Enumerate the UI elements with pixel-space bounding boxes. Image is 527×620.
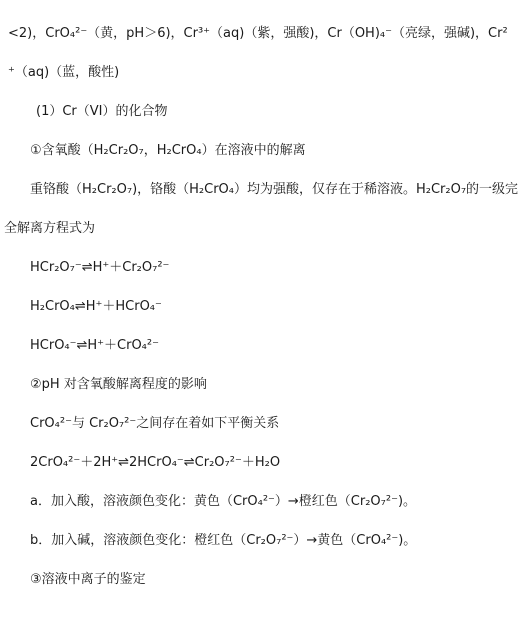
subsection-heading-2: ②pH 对含氧酸解离程度的影响	[30, 377, 207, 392]
list-item-a: a．加入酸，溶液颜色变化：黄色（CrO₄²⁻）→橙红色（Cr₂O₇²⁻)。	[30, 494, 417, 509]
subsection-heading-3: ③溶液中离子的鉴定	[30, 572, 146, 587]
paragraph-line-2: 全解离方程式为	[4, 221, 96, 236]
subsection-heading-1: ①含氧酸（H₂Cr₂O₇，H₂CrO₄）在溶液中的解离	[30, 143, 306, 158]
paragraph-line-1: 重铬酸（H₂Cr₂O₇)，铬酸（H₂CrO₄）均为强酸，仅存在于稀溶液。H₂Cr₂O₇的一级完	[30, 182, 519, 197]
list-item-b: b．加入碱，溶液颜色变化：橙红色（Cr₂O₇²⁻）→黄色（CrO₄²⁻)。	[30, 533, 417, 548]
equation-4: 2CrO₄²⁻＋2H⁺⇌2HCrO₄⁻⇌Cr₂O₇²⁻＋H₂O	[30, 455, 281, 470]
section-heading: (1）Cr（VI）的化合物	[36, 104, 168, 119]
equation-1: HCr₂O₇⁻⇌H⁺＋Cr₂O₇²⁻	[30, 260, 170, 275]
equation-2: H₂CrO₄⇌H⁺＋HCrO₄⁻	[30, 299, 162, 314]
text-line-1: <2)，CrO₄²⁻（黄，pH＞6)，Cr³⁺（aq)（紫，强酸)，Cr（OH)₄⁻（亮绿，强碱)，Cr²	[8, 26, 508, 41]
paragraph-line-3: CrO₄²⁻与 Cr₂O₇²⁻之间存在着如下平衡关系	[30, 416, 280, 431]
equation-3: HCrO₄⁻⇌H⁺＋CrO₄²⁻	[30, 338, 159, 353]
text-line-2: ⁺（aq)（蓝，酸性)	[8, 65, 120, 80]
